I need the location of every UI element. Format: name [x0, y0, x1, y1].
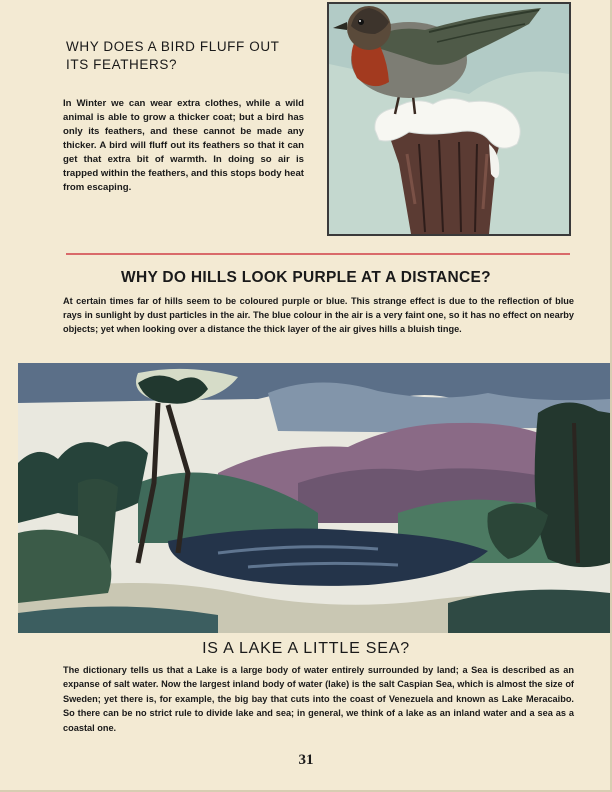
section-divider: [66, 253, 570, 255]
lake-answer-text: The dictionary tells us that a Lake is a large body of water entirely surrounded by land; a Sea is described as an expanse of salt water. Now the largest inland body of water (lake) is the salt Caspian Sea, which is almost the size of Sweden; yet there is, for example, the big bay that cuts into the coast of Venezuela and known as Lake Meracaibo. So there can be no strict rule to divide lake and sea; in general, we think of a lake as an inland water and a sea as a coastal one.: [63, 665, 574, 733]
bird-question-heading: WHY DOES A BIRD FLUFF OUT ITS FEATHERS?: [66, 39, 280, 72]
robin-illustration: [327, 2, 571, 236]
hills-question-heading: WHY DO HILLS LOOK PURPLE AT A DISTANCE?: [121, 269, 491, 286]
lake-question-heading: IS A LAKE A LITTLE SEA?: [202, 640, 410, 657]
hills-answer-text: At certain times far of hills seem to be coloured purple or blue. This strange effect is due to the reflection of blue rays in sunlight by dust particles in the air. The blue colour in the air is a very faint one, so it has no effect on nearby objects; yet when looking over a distance the thick layer of the air gives hills a bluish tinge.: [63, 296, 574, 334]
page-number: 31: [298, 752, 314, 768]
lake-landscape-illustration: [18, 363, 610, 633]
bird-answer-text: In Winter we can wear extra clothes, while a wild animal is able to grow a thicker coat; but a bird has only its feathers, and these cannot be made any thicker. A bird will fluff out its feathers so that it can get that extra bit of warmth. In doing so air is trapped within the feathers, and this stops body heat from escaping.: [63, 98, 304, 193]
